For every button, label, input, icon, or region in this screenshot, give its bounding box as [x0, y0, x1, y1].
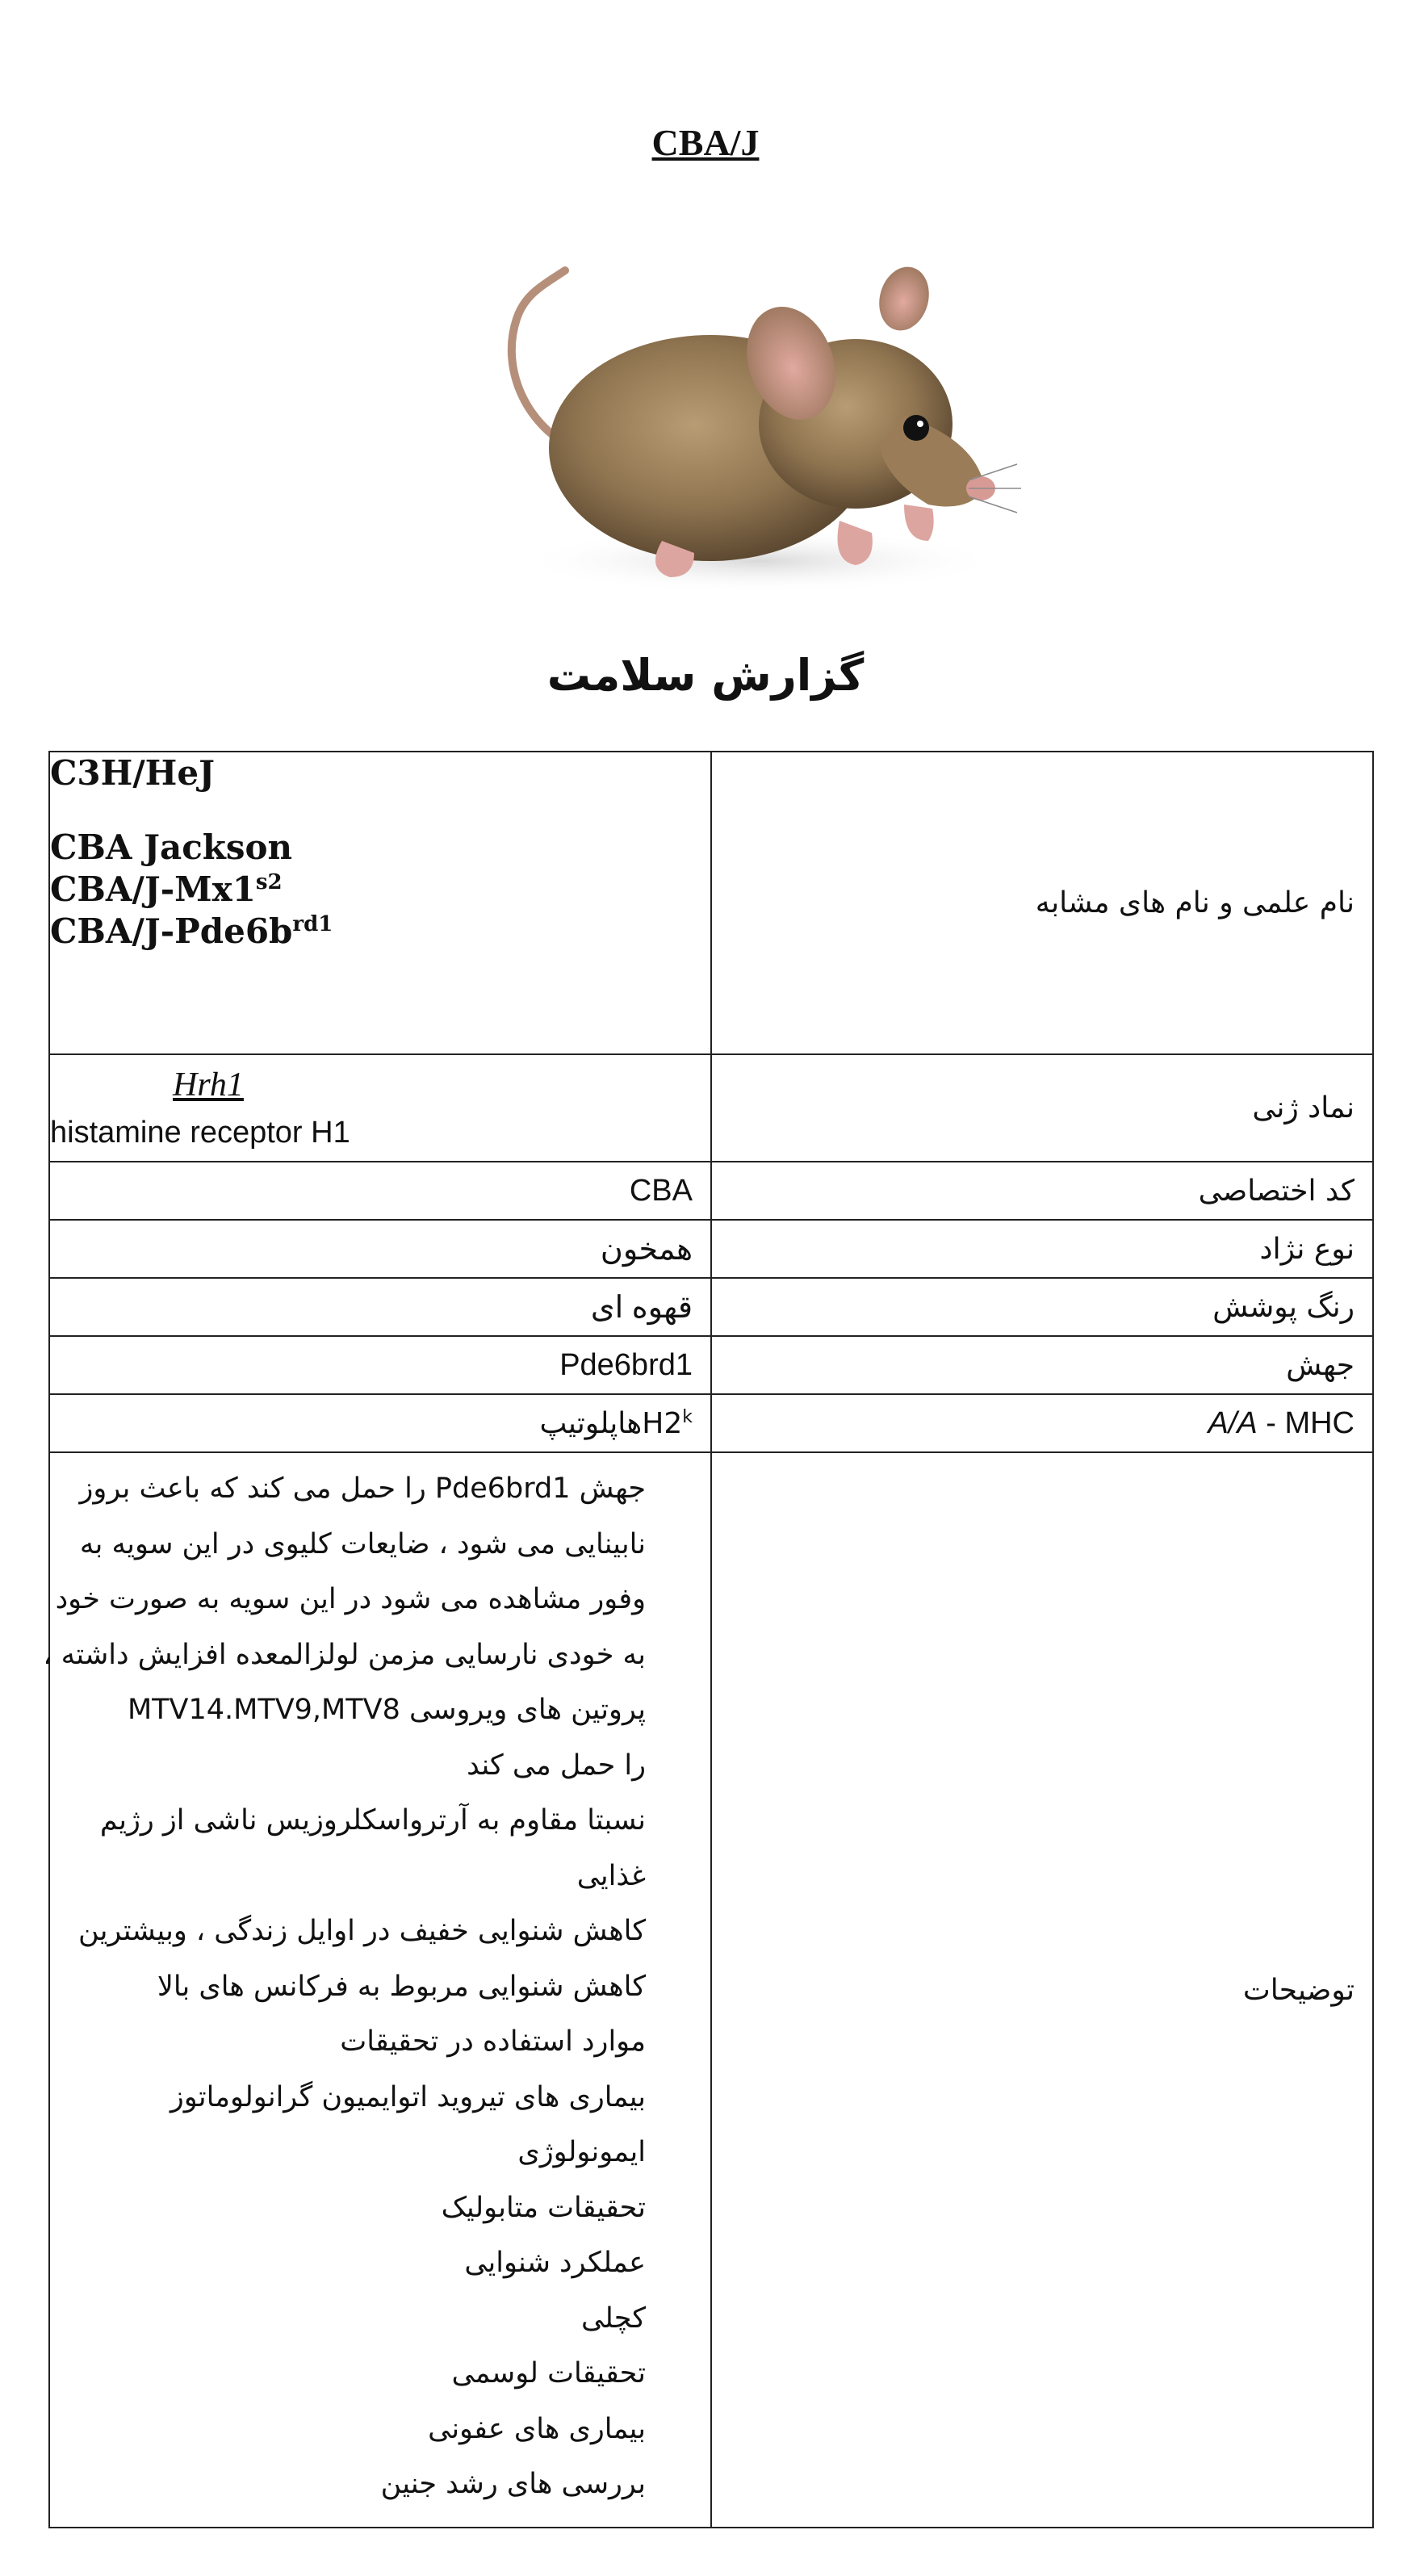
notes-line: جهش Pde6brd1 را حمل می کند که باعث بروز	[79, 1472, 646, 1505]
names-value	[49, 752, 711, 1054]
notes-line: غذایی	[576, 1859, 646, 1892]
notes-line: عملکرد شنوایی	[464, 2247, 646, 2279]
row-notes	[49, 1452, 1373, 2528]
notes-line: تحقیقات لوسمی	[451, 2357, 646, 2390]
notes-line: بیماری های عفونی	[428, 2412, 646, 2445]
mutation-label: جهش	[711, 1336, 1373, 1394]
names-label: نام علمی و نام های مشابه	[711, 752, 1373, 1054]
row-code	[49, 1162, 1373, 1220]
report-title: گزارش سلامت	[546, 650, 865, 701]
coat-color-label: رنگ پوشش	[711, 1278, 1373, 1336]
notes-line: را حمل می کند	[467, 1749, 646, 1782]
notes-line: موارد استفاده در تحقیقات	[340, 2025, 646, 2058]
mhc-haplotype-sup: k	[682, 1406, 693, 1427]
notes-value	[43, 1452, 711, 2528]
notes-line: به خودی نارسایی مزمن لولزالمعده افزایش داشته ،	[43, 1638, 646, 1671]
mhc-label	[711, 1394, 1373, 1452]
notes-line: نابینایی می شود ، ضایعات کلیوی در این سویه به	[79, 1527, 646, 1560]
mhc-value	[49, 1394, 711, 1452]
row-mutation	[49, 1336, 1373, 1394]
notes-line: پروتین های ویروسی MTV14.MTV9,MTV8	[127, 1694, 646, 1726]
code-value: CBA	[49, 1162, 711, 1220]
strain-type-value: همخون	[49, 1220, 711, 1278]
info-table	[43, 751, 1374, 2528]
mutation-value: Pde6brd1	[49, 1336, 711, 1394]
notes-line: نسبتا مقاوم به آرترواسکلروزیس ناشی از رژیم	[99, 1804, 646, 1837]
mhc-haplotype-suffix: هاپلوتیپ	[539, 1406, 643, 1440]
mouse-photo	[452, 222, 1033, 601]
notes-line: بررسی های رشد جنین	[380, 2468, 646, 2500]
notes-line: کاهش شنوایی خفیف در اوایل زندگی ، وبیشترین	[78, 1915, 646, 1947]
name-c3h: C3H/HeJ	[50, 753, 215, 793]
name-pde6b: CBA/$J-Pde6b^{rd1}$	[50, 911, 333, 951]
notes-line: بیماری های تیروید اتوایمیون گرانولوماتوز	[170, 2080, 646, 2113]
mhc-haplotype: H2	[642, 1406, 683, 1440]
row-gene	[49, 1054, 1373, 1162]
mhc-allele: A/A	[1208, 1405, 1258, 1440]
row-mhc	[49, 1394, 1373, 1452]
row-strain-type	[49, 1220, 1373, 1278]
coat-color-value: قهوه ای	[49, 1278, 711, 1336]
notes-line: تحقیقات متابولیک	[441, 2191, 646, 2224]
mouse-photo-icon	[452, 222, 1033, 601]
notes-line: کاهش شنوایی مربوط به فرکانس های بالا	[157, 1970, 646, 2003]
row-names	[49, 752, 1373, 1054]
notes-label: توضیحات	[711, 1452, 1373, 2528]
gene-label: نماد ژنی	[711, 1054, 1373, 1162]
mhc-label-text: - MHC	[1257, 1405, 1354, 1440]
notes-line: ایمونولوژی	[517, 2136, 646, 2168]
gene-symbol: Hrh1	[173, 1066, 244, 1104]
name-mx1: CBA/$J-Mx1^{s2}$	[50, 869, 283, 909]
document-title: CBA/J	[651, 122, 760, 163]
strain-type-label: نوع نژاد	[711, 1220, 1373, 1278]
gene-value	[49, 1054, 711, 1162]
notes-line: کچلی	[580, 2302, 646, 2335]
row-coat-color	[49, 1278, 1373, 1336]
gene-description: histamine receptor H1	[50, 1115, 350, 1150]
code-label: کد اختصاصی	[711, 1162, 1373, 1220]
notes-line: وفور مشاهده می شود در این سویه به صورت خود	[55, 1583, 646, 1615]
name-cba-jackson: CBA Jackson	[50, 827, 293, 867]
